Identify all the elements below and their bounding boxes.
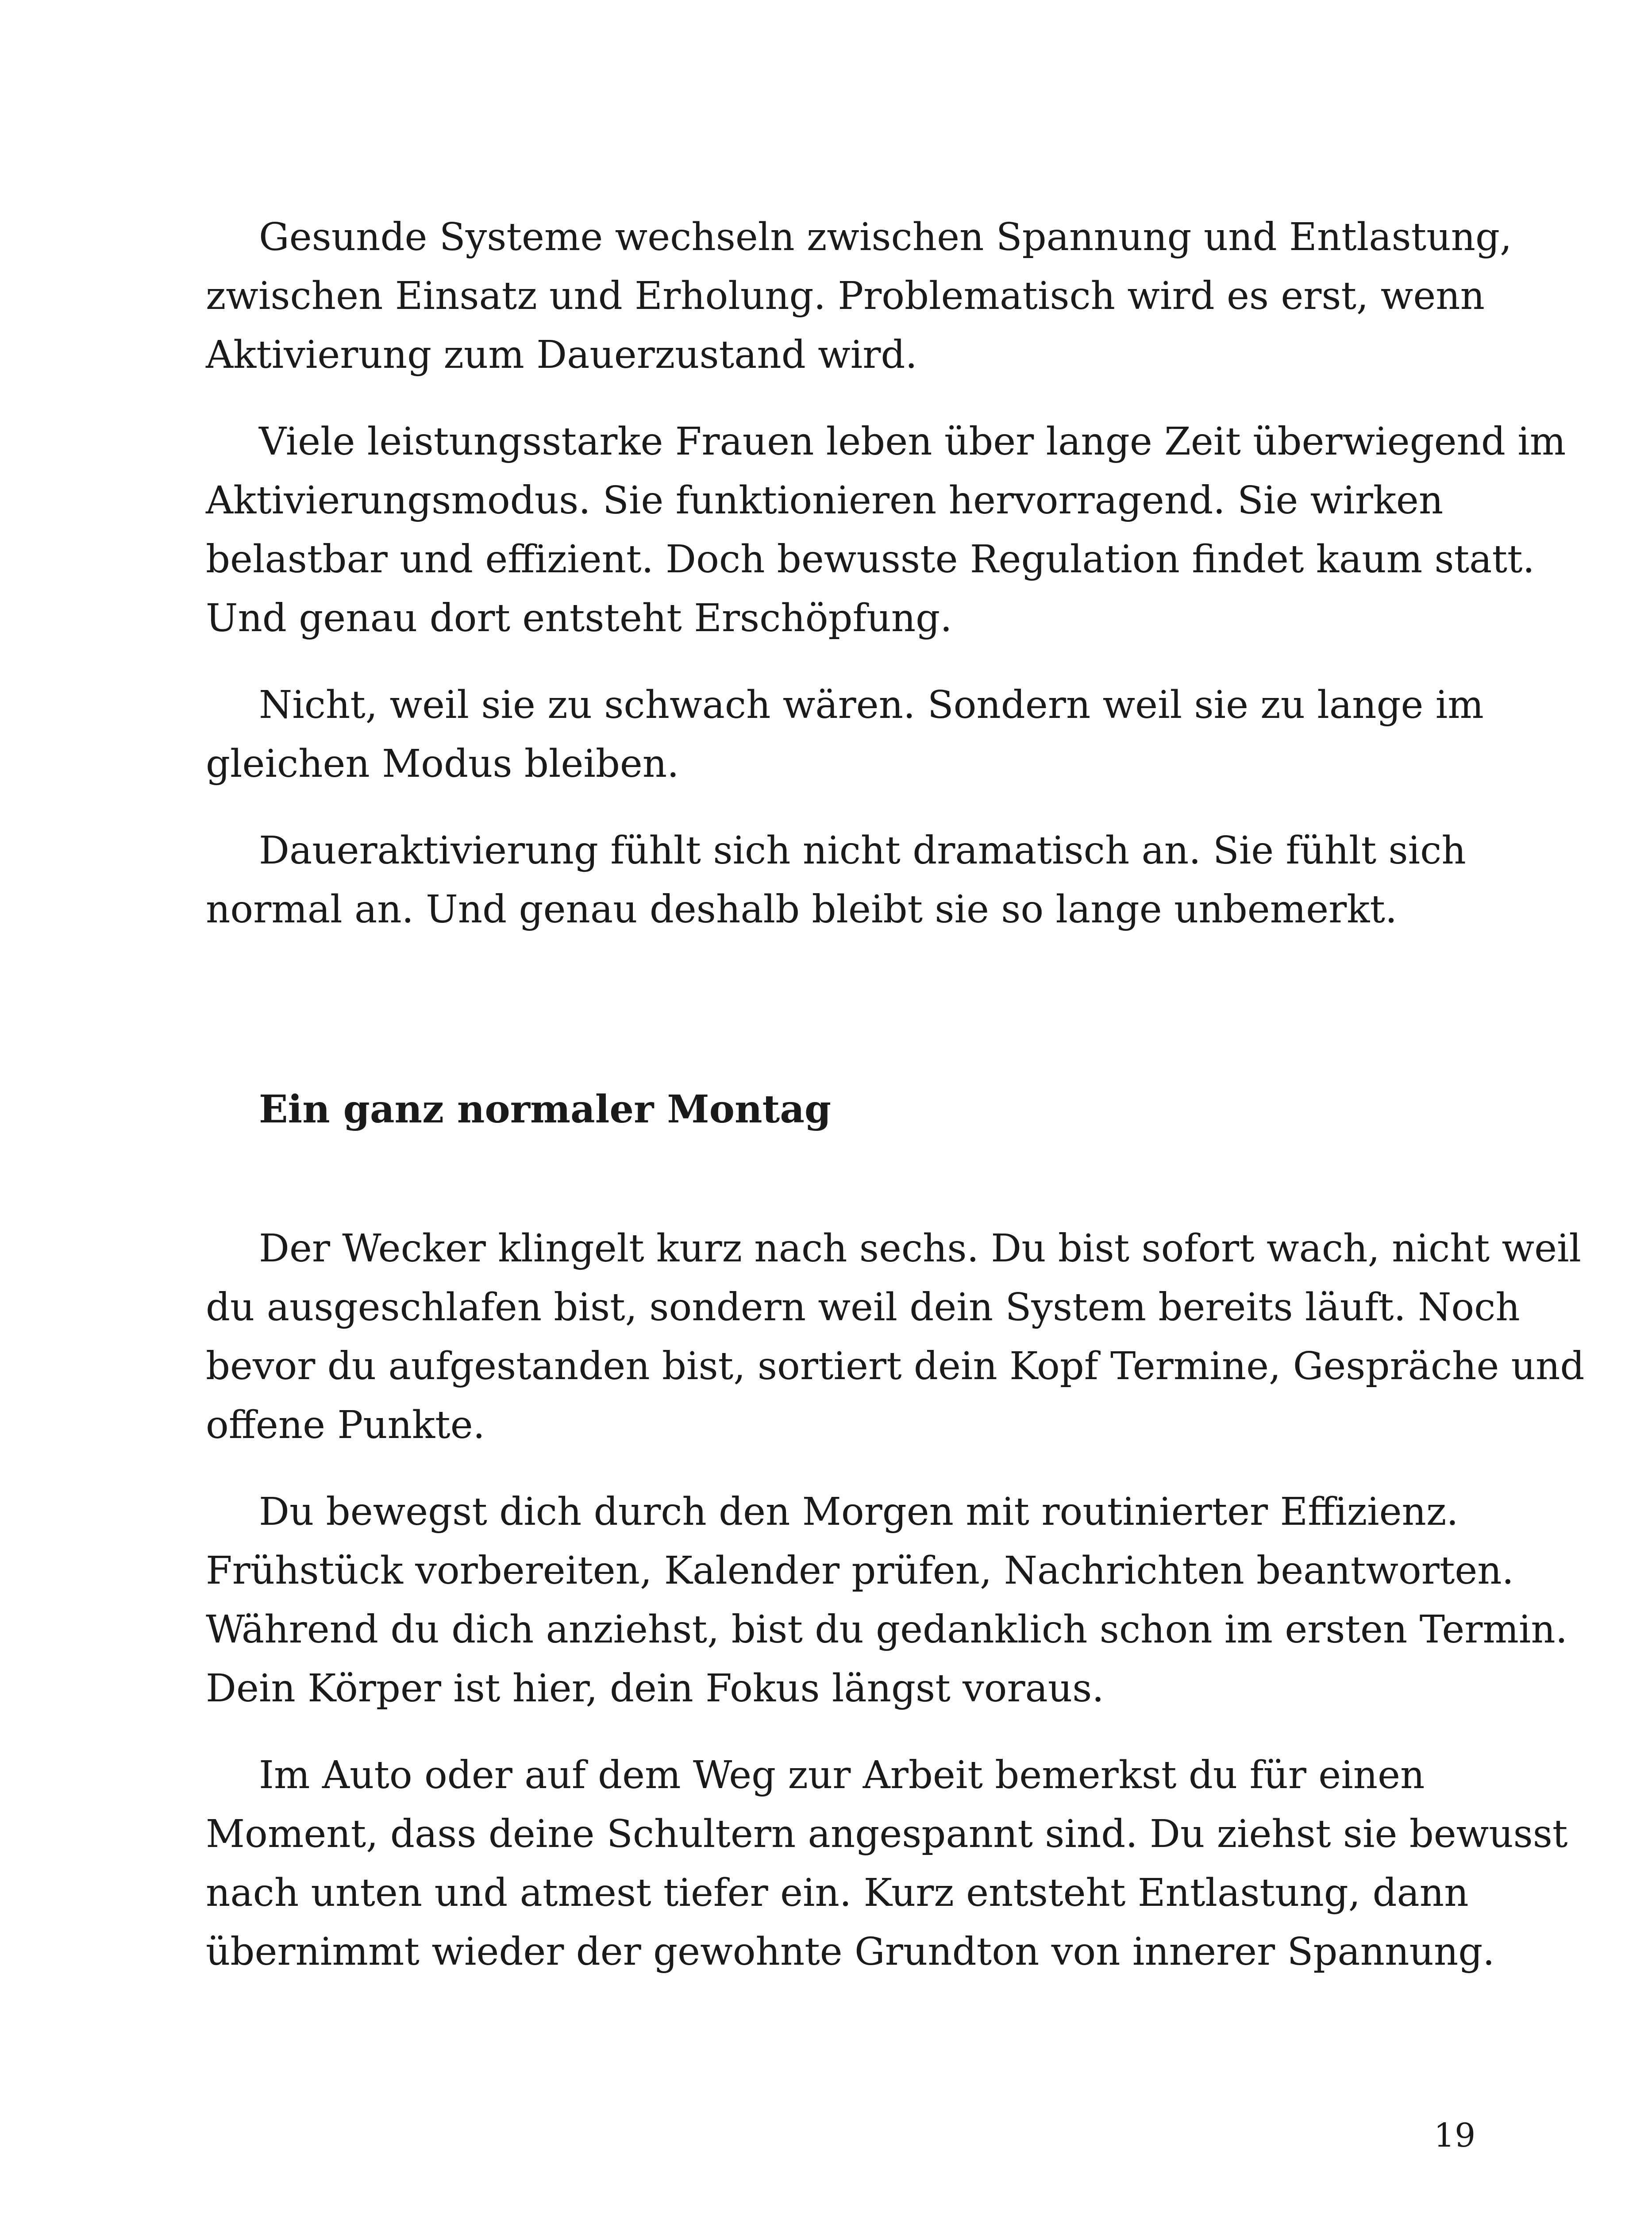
page-number: 19 [1434,2117,1476,2155]
paragraph-line: Dein Körper ist hier, dein Fokus längst voraus. [206,1666,1104,1711]
paragraph-line: Daueraktivierung fühlt sich nicht dramatisch an. Sie fühlt sich [259,829,1466,873]
paragraph-line: Aktivierungsmodus. Sie funktionieren hervorragend. Sie wirken [206,478,1444,523]
paragraph-line: gleichen Modus bleiben. [206,742,679,786]
paragraph-line: Nicht, weil sie zu schwach wären. Sondern weil sie zu lange im [259,683,1484,727]
paragraph-line: Aktivierung zum Dauerzustand wird. [206,333,917,377]
paragraph-line: normal an. Und genau deshalb bleibt sie so lange unbemerkt. [206,887,1398,932]
paragraph-line: Frühstück vorbereiten, Kalender prüfen, Nachrichten beantworten. [206,1549,1514,1593]
section-heading: Ein ganz normaler Montag [259,1087,832,1132]
paragraph-line: Gesunde Systeme wechseln zwischen Spannung und Entlastung, [259,215,1512,259]
paragraph-line: zwischen Einsatz und Erholung. Problematisch wird es erst, wenn [206,274,1485,318]
paragraph-line: offene Punkte. [206,1403,485,1447]
paragraph-line: Moment, dass deine Schultern angespannt sind. Du ziehst sie bewusst [206,1812,1568,1856]
paragraph-line: Der Wecker klingelt kurz nach sechs. Du bist sofort wach, nicht weil [259,1226,1581,1271]
paragraph-line: belastbar und effizient. Doch bewusste Regulation findet kaum statt. [206,537,1535,582]
paragraph-line: Viele leistungsstarke Frauen leben über lange Zeit überwiegend im [259,420,1566,464]
paragraph-line: bevor du aufgestanden bist, sortiert dein Kopf Termine, Gespräche und [206,1344,1585,1388]
paragraph-line: Während du dich anziehst, bist du gedanklich schon im ersten Termin. [206,1608,1568,1652]
paragraph-line: du ausgeschlafen bist, sondern weil dein System bereits läuft. Noch [206,1285,1520,1330]
paragraph-line: übernimmt wieder der gewohnte Grundton von innerer Spannung. [206,1930,1495,1974]
paragraph-line: Im Auto oder auf dem Weg zur Arbeit bemerkst du für einen [259,1753,1425,1797]
paragraph-line: Du bewegst dich durch den Morgen mit routinierter Effizienz. [259,1490,1459,1534]
paragraph-line: nach unten und atmest tiefer ein. Kurz entsteht Entlastung, dann [206,1871,1469,1915]
paragraph-line: Und genau dort entsteht Erschöpfung. [206,596,952,640]
